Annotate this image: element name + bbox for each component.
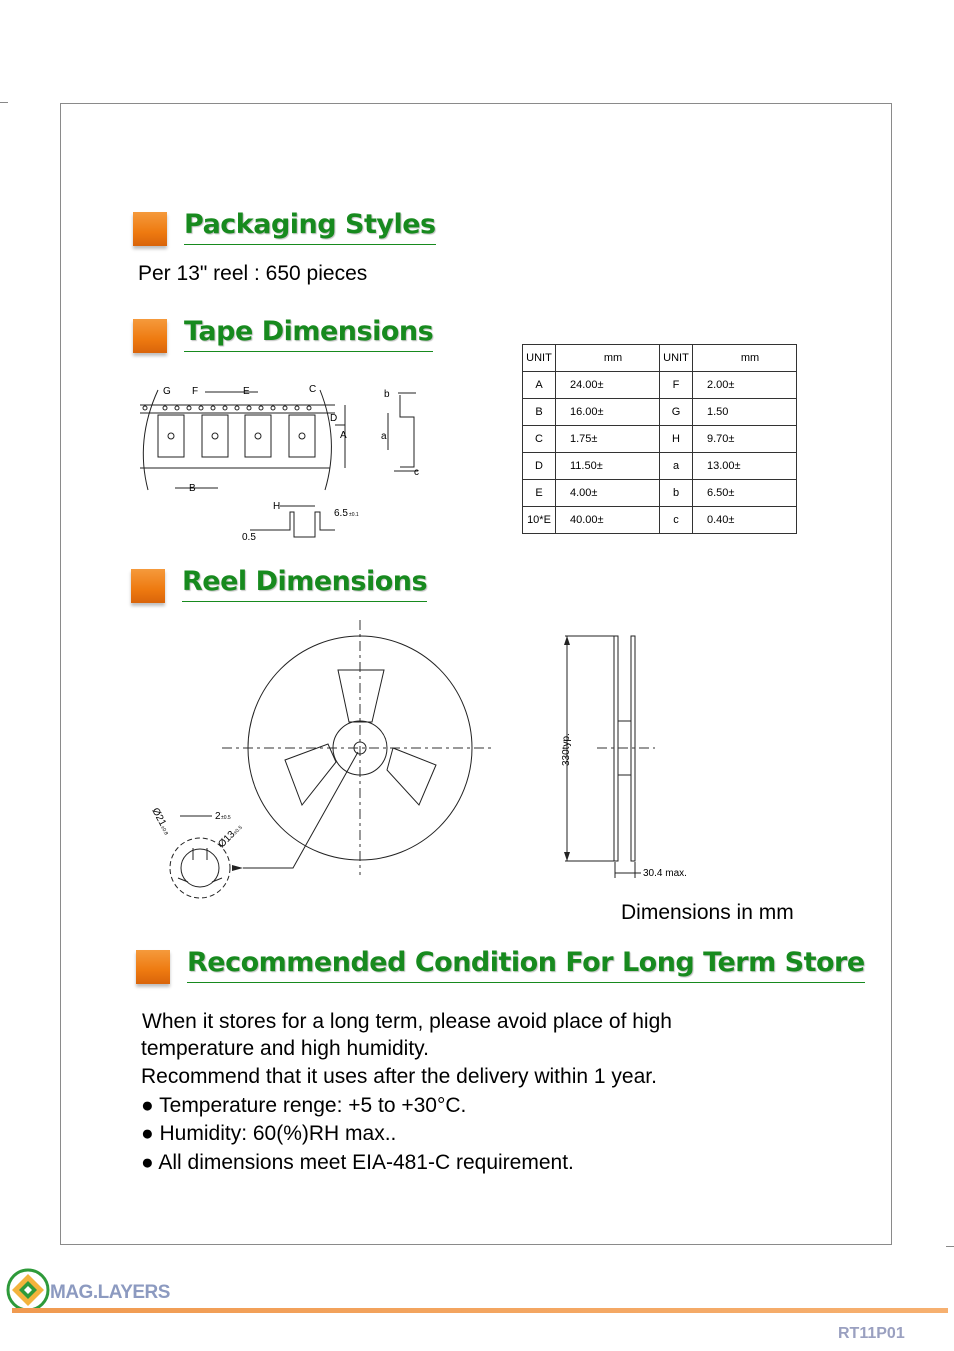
label-side-a: a	[381, 431, 387, 442]
table-header-row	[523, 345, 797, 372]
crop-mark	[0, 102, 8, 103]
packaging-title: Packaging Styles	[184, 208, 436, 245]
storage-line: temperature and high humidity.	[141, 1037, 429, 1060]
table-cell: a	[660, 453, 693, 480]
tape-title: Tape Dimensions	[184, 315, 433, 352]
table-row	[523, 372, 797, 399]
table-row	[523, 453, 797, 480]
label-2: 2	[215, 811, 221, 822]
table-cell: F	[660, 372, 693, 399]
label-g: G	[163, 386, 171, 397]
table-cell: 9.70±	[693, 426, 797, 453]
brand-name: MAG.LAYERS	[50, 1282, 170, 1303]
orange-square-icon	[133, 319, 167, 353]
table-cell: 1.75±	[556, 426, 660, 453]
packaging-text: Per 13" reel : 650 pieces	[138, 262, 368, 285]
table-header-cell: mm	[693, 345, 797, 372]
label-b: B	[189, 483, 196, 494]
table-cell: 4.00±	[556, 480, 660, 507]
table-cell: 10*E	[523, 507, 556, 534]
storage-bullet: ● Temperature renge: +5 to +30°C.	[141, 1094, 467, 1117]
sprocket-holes	[143, 406, 311, 410]
table-header-cell: UNIT	[523, 345, 556, 372]
table-cell: H	[660, 426, 693, 453]
table-cell: E	[523, 480, 556, 507]
label-30-4-max: 30.4 max.	[643, 868, 687, 879]
storage-line: Recommend that it uses after the delivery within 1 year.	[141, 1065, 657, 1088]
table-cell: 16.00±	[556, 399, 660, 426]
label-d: D	[330, 413, 338, 424]
table-cell: 40.00±	[556, 507, 660, 534]
table-cell: D	[523, 453, 556, 480]
units-note: Dimensions in mm	[621, 901, 794, 924]
crop-mark	[946, 1246, 954, 1247]
label-d21: Ø21	[149, 806, 168, 829]
table-cell: 2.00±	[693, 372, 797, 399]
reel-side-view	[555, 630, 695, 885]
label-a: A	[340, 430, 347, 441]
storage-bullet: ● Humidity: 60(%)RH max..	[141, 1122, 397, 1145]
table-cell: G	[660, 399, 693, 426]
table-cell: 11.50±	[556, 453, 660, 480]
label-0-5: 0.5	[242, 532, 256, 543]
label-c: C	[309, 384, 317, 395]
label-330typ: 330typ.	[561, 733, 572, 766]
table-cell: 24.00±	[556, 372, 660, 399]
label-f: F	[192, 386, 199, 397]
table-cell: 6.50±	[693, 480, 797, 507]
table-cell: b	[660, 480, 693, 507]
label-2-tol: ±0.5	[221, 815, 231, 821]
table-row	[523, 399, 797, 426]
table-cell: 0.40±	[693, 507, 797, 534]
table-cell: B	[523, 399, 556, 426]
table-row	[523, 507, 797, 534]
maglayers-logo-icon	[6, 1268, 50, 1312]
label-side-c: c	[414, 467, 419, 478]
table-header-cell: UNIT	[660, 345, 693, 372]
label-d21-tol: ±0.8	[159, 824, 170, 837]
orange-square-icon	[136, 950, 170, 984]
label-6-5: 6.5	[334, 508, 348, 519]
label-d13-tol: ±0.5	[232, 824, 244, 836]
label-d13: Ø13	[216, 828, 238, 851]
table-cell: c	[660, 507, 693, 534]
tape-dimension-table	[522, 344, 797, 534]
table-row	[523, 480, 797, 507]
orange-square-icon	[131, 569, 165, 603]
storage-line: When it stores for a long term, please avoid place of high	[142, 1010, 672, 1033]
table-cell: A	[523, 372, 556, 399]
orange-square-icon	[133, 212, 167, 246]
reel-front-view	[140, 620, 500, 910]
footer-divider	[12, 1308, 948, 1313]
label-6-5-tol: ±0.1	[349, 512, 359, 518]
label-h: H	[273, 501, 281, 512]
tape-side-profile	[378, 385, 428, 485]
table-cell: C	[523, 426, 556, 453]
label-e: E	[243, 386, 250, 397]
table-header-cell: mm	[556, 345, 660, 372]
storage-title: Recommended Condition For Long Term Store	[187, 946, 865, 983]
storage-bullet: ● All dimensions meet EIA-481-C requirement.	[141, 1151, 574, 1174]
reel-title: Reel Dimensions	[182, 565, 427, 602]
document-id: RT11P01	[838, 1325, 905, 1342]
label-side-b: b	[384, 389, 390, 400]
table-cell: 13.00±	[693, 453, 797, 480]
table-row	[523, 426, 797, 453]
table-cell: 1.50	[693, 399, 797, 426]
